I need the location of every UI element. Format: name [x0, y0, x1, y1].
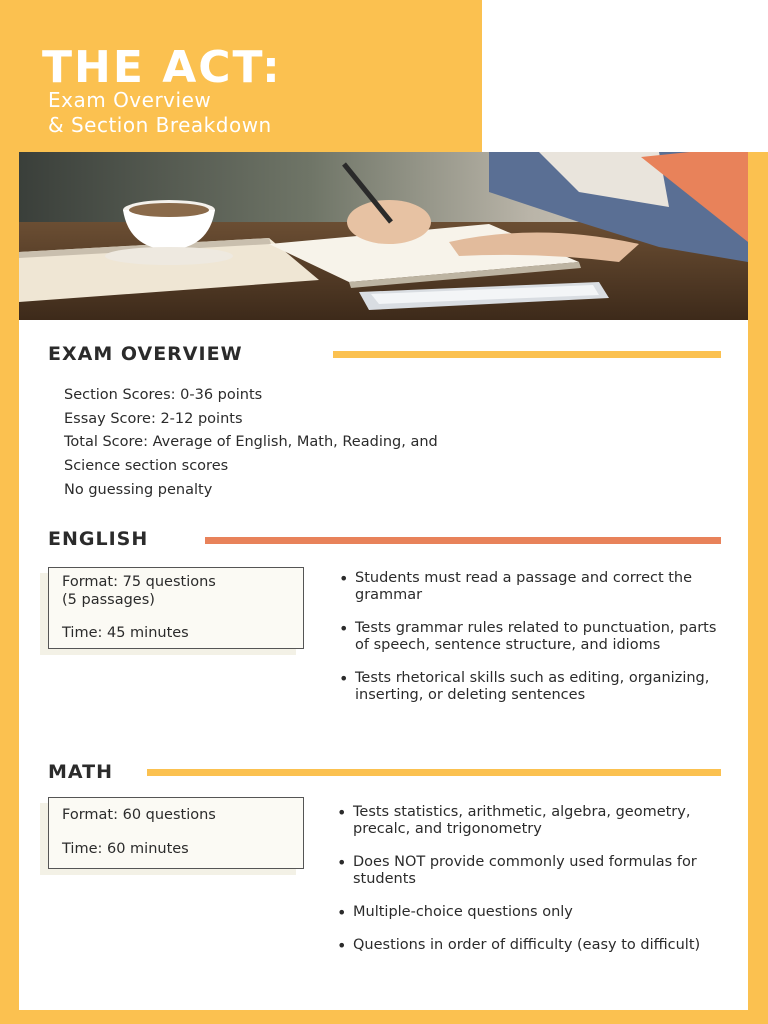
- list-item: • Tests grammar rules related to punctuation, parts of speech, sentence structure, and idioms: [339, 620, 719, 654]
- overview-line: Section Scores: 0-36 points: [64, 387, 263, 403]
- list-item: • Multiple-choice questions only: [337, 904, 727, 921]
- page-title: THE ACT:: [42, 42, 282, 93]
- subtitle-line-1: Exam Overview: [48, 88, 212, 112]
- english-format: Format: 75 questions: [62, 574, 216, 590]
- list-item: • Tests rhetorical skills such as editing, organizing, inserting, or deleting sentences: [339, 670, 719, 704]
- overview-line: Essay Score: 2-12 points: [64, 411, 243, 427]
- subtitle-line-2: & Section Breakdown: [48, 113, 272, 137]
- math-heading: MATH: [48, 761, 113, 783]
- page-subtitle: [48, 88, 272, 138]
- math-format-box: [48, 797, 304, 869]
- overview-line: Science section scores: [64, 458, 229, 474]
- list-item: • Students must read a passage and correct the grammar: [339, 570, 719, 604]
- english-format-box: [48, 567, 304, 649]
- english-passages: (5 passages): [62, 592, 155, 608]
- english-time: Time: 45 minutes: [62, 625, 189, 641]
- english-divider: [205, 537, 721, 544]
- overview-line: No guessing penalty: [64, 482, 213, 498]
- overview-divider: [333, 351, 721, 358]
- math-bullets: [337, 804, 727, 954]
- math-time: Time: 60 minutes: [62, 841, 189, 857]
- list-item: • Does NOT provide commonly used formulas for students: [337, 854, 727, 888]
- study-desk-photo: [19, 152, 748, 320]
- math-format: Format: 60 questions: [62, 807, 216, 823]
- list-item: • Tests statistics, arithmetic, algebra, geometry, precalc, and trigonometry: [337, 804, 727, 838]
- english-heading: ENGLISH: [48, 528, 149, 550]
- overview-line: Total Score: Average of English, Math, Reading, and: [64, 434, 438, 450]
- list-item: • Questions in order of difficulty (easy to difficult): [337, 937, 727, 954]
- overview-heading: EXAM OVERVIEW: [48, 343, 243, 365]
- english-bullets: [339, 570, 719, 704]
- math-divider: [147, 769, 721, 776]
- header-white-corner: [482, 0, 768, 152]
